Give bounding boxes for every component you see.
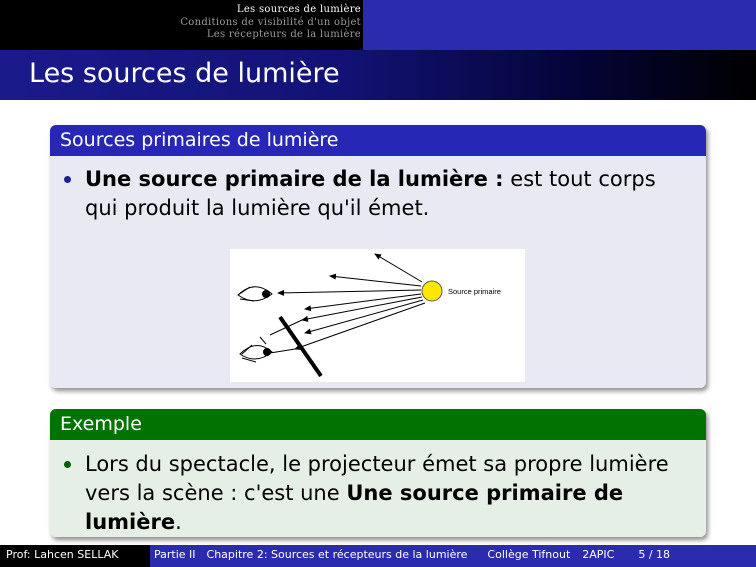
block-body [50, 156, 706, 388]
nav-item-visibilite[interactable]: Conditions de visibilité d'un objet [180, 16, 361, 28]
footer-level: 2APIC [582, 548, 615, 561]
subsection-bar [363, 0, 756, 50]
bullet-icon [64, 461, 71, 468]
block-body [50, 440, 706, 537]
nav-item-recepteurs[interactable]: Les récepteurs de la lumière [206, 29, 361, 40]
example-item [85, 450, 676, 537]
light-source-figure [230, 249, 525, 382]
example-block [50, 409, 706, 537]
eye-icon [240, 337, 272, 362]
block-title: Sources primaires de lumière [50, 125, 706, 156]
definition-term: Une source primaire de la lumière : [85, 167, 504, 191]
rays-diagram [230, 249, 525, 382]
page-number[interactable]: 5 / 18 [638, 548, 671, 561]
definition-text: est tout corps qui produit la lumière qu'il émet. [85, 167, 656, 220]
example-end: . [175, 510, 182, 534]
block-title: Exemple [50, 409, 706, 440]
footer-part: Partie II [154, 548, 196, 561]
frame-title: Les sources de lumière [29, 58, 340, 89]
section-list [0, 0, 363, 50]
example-emphasis: Une source primaire de lumière [85, 481, 624, 534]
frame-title-bar [0, 50, 756, 100]
example-text: Lors du spectacle, le projecteur émet sa propre lumière vers la scène : c'est une [85, 452, 669, 505]
footer-chapter: Chapitre 2: Sources et récepteurs de la lumière [206, 548, 468, 561]
footer-info [150, 545, 756, 567]
definition-item [85, 165, 676, 223]
source-label: Source primaire [448, 287, 501, 296]
definition-block [50, 125, 706, 388]
footer-bar [0, 545, 756, 567]
bullet-icon [64, 176, 71, 183]
mirror-line [280, 317, 321, 376]
sun-icon [422, 281, 442, 301]
eye-icon [238, 287, 272, 301]
nav-item-sources[interactable]: Les sources de lumière [236, 4, 361, 15]
section-navigation [0, 0, 756, 50]
footer-author: Prof: Lahcen SELLAK [0, 545, 150, 567]
footer-school: Collège Tifnout [487, 548, 571, 561]
